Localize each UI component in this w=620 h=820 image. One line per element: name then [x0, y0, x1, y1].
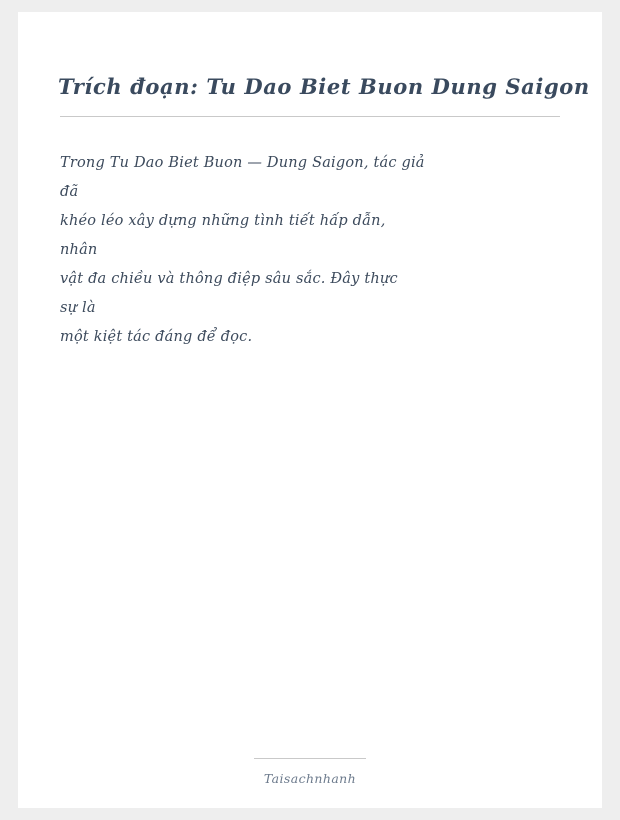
page-footer	[18, 758, 602, 786]
body-line: vật đa chiều và thông điệp sâu sắc. Đây thực	[60, 271, 398, 287]
body-line: Trong Tu Dao Biet Buon — Dung Saigon, tác giả	[60, 155, 425, 171]
body-line: một kiệt tác đáng để đọc.	[60, 329, 253, 345]
footer-divider	[254, 758, 366, 759]
body-line: khéo léo xây dựng những tình tiết hấp dẫn,	[60, 213, 386, 229]
excerpt-body	[18, 117, 602, 352]
document-page	[18, 12, 602, 808]
body-line: sự là	[60, 300, 96, 316]
body-line: nhân	[60, 242, 98, 258]
body-line: đã	[60, 184, 79, 200]
footer-credit: Taisachnhanh	[263, 771, 357, 786]
page-title: Trích đoạn: Tu Dao Biet Buon Dung Saigon	[58, 74, 590, 99]
